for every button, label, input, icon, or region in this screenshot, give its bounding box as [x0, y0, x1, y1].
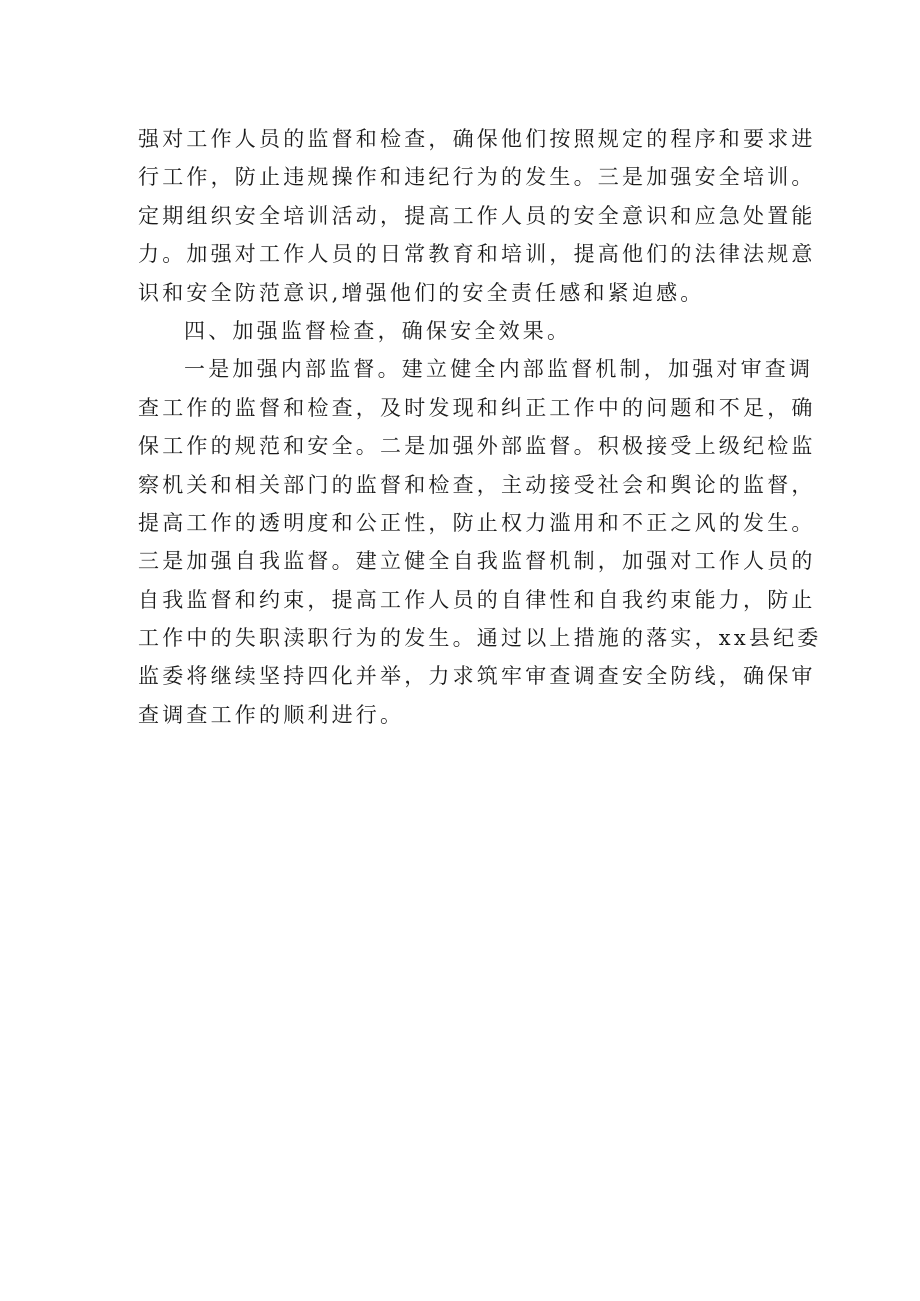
body-text: [138, 120, 822, 734]
text-line: 识和安全防范意识,增强他们的安全责任感和紧迫感。: [138, 280, 705, 305]
text-line: 察机关和相关部门的监督和检查，主动接受社会和舆论的监督，: [138, 472, 816, 497]
text-line: 三是加强自我监督。建立健全自我监督机制，加强对工作人员的: [138, 549, 816, 574]
text-line: 自我监督和约束，提高工作人员的自律性和自我约束能力，防止: [138, 587, 816, 612]
text-line: 查工作的监督和检查，及时发现和纠正工作中的问题和不足，确: [138, 395, 816, 420]
text-line: 强对工作人员的监督和检查，确保他们按照规定的程序和要求进: [138, 127, 816, 151]
text-line: 定期组织安全培训活动，提高工作人员的安全意识和应急处置能: [138, 203, 816, 228]
text-line: 工作中的失职渎职行为的发生。通过以上措施的落实，xx县纪委: [138, 626, 822, 651]
text-line: 提高工作的透明度和公正性，防止权力滥用和不正之风的发生。: [138, 510, 816, 535]
section-heading: 四、加强监督检查，确保安全效果。: [184, 318, 572, 343]
text-line: 行工作，防止违规操作和违纪行为的发生。三是加强安全培训。: [138, 165, 816, 190]
text-line: 监委将继续坚持四化并举，力求筑牢审查调查安全防线，确保审: [138, 664, 816, 689]
text-line: 保工作的规范和安全。二是加强外部监督。积极接受上级纪检监: [138, 434, 816, 459]
text-line: 查调查工作的顺利进行。: [138, 702, 405, 727]
text-line: 力。加强对工作人员的日常教育和培训，提高他们的法律法规意: [138, 242, 816, 267]
text-line: 一是加强内部监督。建立健全内部监督机制，加强对审查调: [184, 357, 814, 382]
